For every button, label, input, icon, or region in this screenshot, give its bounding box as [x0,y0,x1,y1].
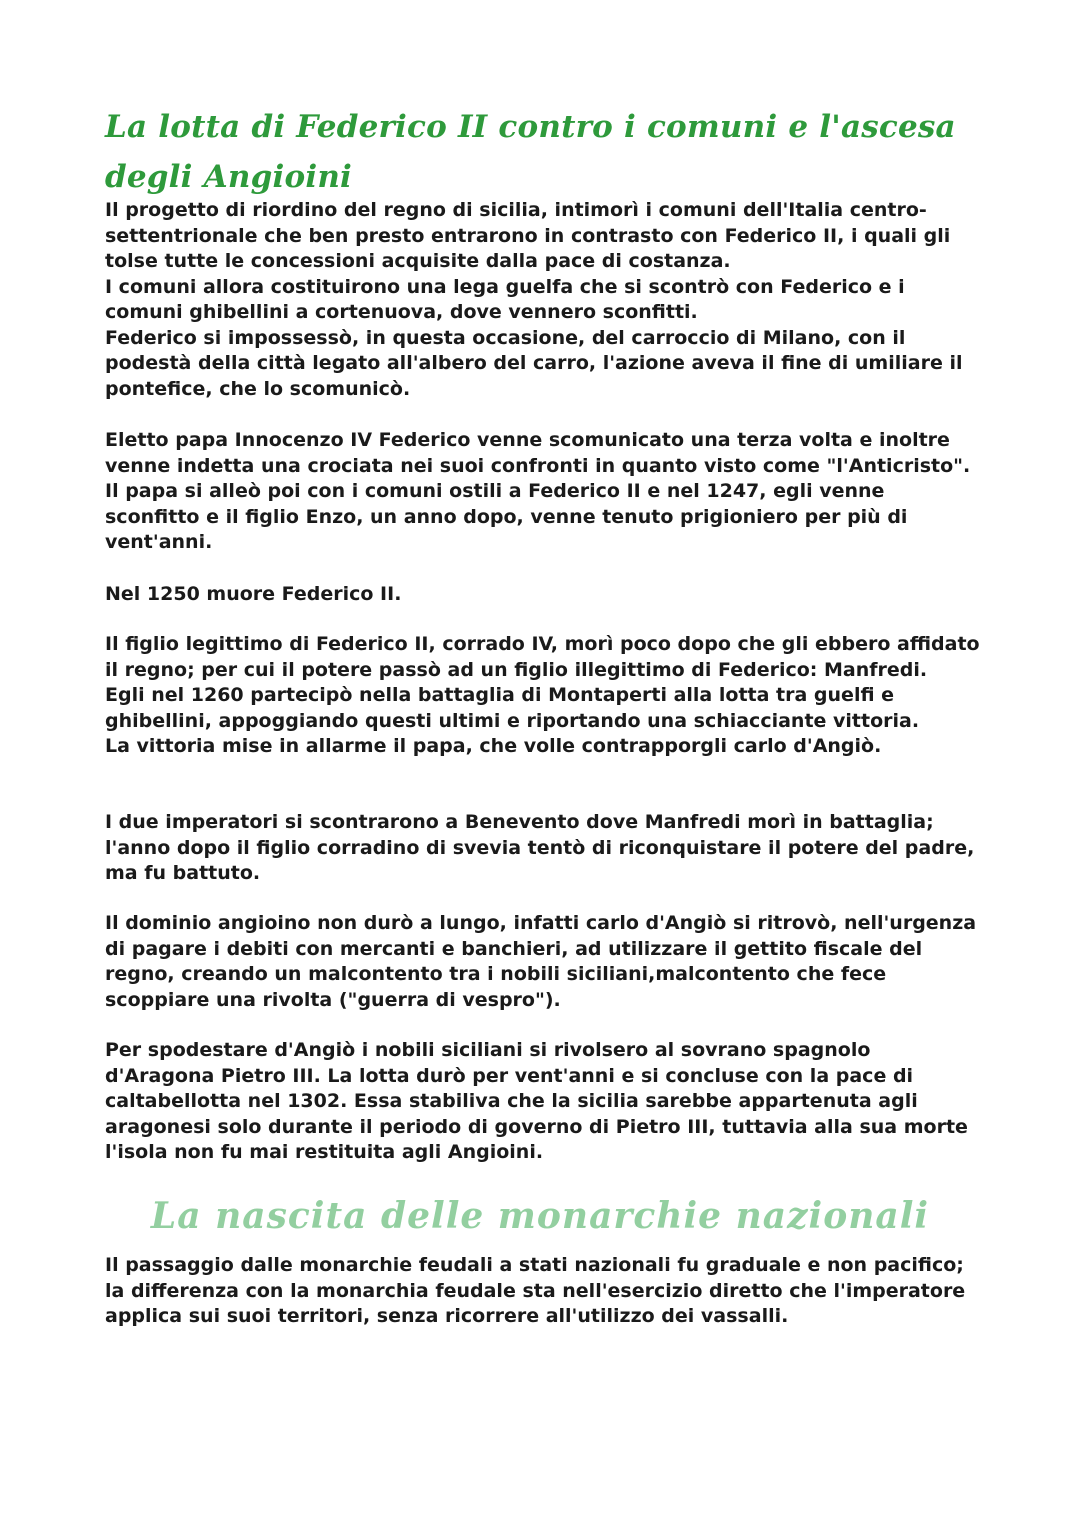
paragraph-block-3 [105,582,985,608]
paragraph-block-6 [105,911,985,1013]
paragraph: Per spodestare d'Angiò i nobili siciliani si rivolsero al sovrano spagnolo d'Aragona Pietro III. La lotta durò per vent'anni e si concluse con la pace di caltabellotta nel 1302. Essa stabiliva che la sicilia sarebbe appartenuta agli aragonesi solo durante il periodo di governo di Pietro III, tuttavia alla sua morte l'isola non fu mai restituita agli Angioini. [105,1039,968,1163]
paragraph-block-1 [105,198,985,402]
paragraph: Il figlio legittimo di Federico II, corrado IV, morì poco dopo che gli ebbero affidato il regno; per cui il potere passò ad un figlio illegittimo di Federico: Manfredi. [105,633,980,681]
paragraph: Il dominio angioino non durò a lungo, infatti carlo d'Angiò si ritrovò, nell'urgenza di pagare i debiti con mercanti e banchieri, ad utilizzare il gettito fiscale del regno, creando un malcontento tra i nobili siciliani,malcontento che fece scoppiare una rivolta ("guerra di vespro"). [105,912,977,1011]
paragraph: La vittoria mise in allarme il papa, che volle contrapporgli carlo d'Angiò. [105,735,882,757]
paragraph-block-5 [105,810,985,887]
paragraph-block-2 [105,428,985,556]
paragraph: Eletto papa Innocenzo IV Federico venne scomunicato una terza volta e inoltre venne indetta una crociata nei suoi confronti in quanto visto come "l'Anticristo". [105,429,971,477]
section-title-monarchie: La nascita delle monarchie nazionali [150,1195,930,1237]
paragraph: I due imperatori si scontrarono a Benevento dove Manfredi morì in battaglia; l'anno dopo il figlio corradino di svevia tentò di riconquistare il potere del padre, ma fu battuto. [105,811,975,884]
paragraph: I comuni allora costituirono una lega guelfa che si scontrò con Federico e i comuni ghibellini a cortenuova, dove vennero sconfitti. [105,275,905,323]
paragraph: Il papa si alleò poi con i comuni ostili a Federico II e nel 1247, egli venne sconfitto e il figlio Enzo, un anno dopo, venne tenuto prigioniero per più di vent'anni. [105,480,908,553]
paragraph-block-final [105,1253,985,1330]
paragraph: Egli nel 1260 partecipò nella battaglia di Montaperti alla lotta tra guelfi e ghibellini, appoggiando questi ultimi e riportando una schiacciante vittoria. [105,684,920,732]
paragraph: Nel 1250 muore Federico II. [105,583,402,605]
paragraph-block-4 [105,632,985,760]
paragraph: Federico si impossessò, in questa occasione, del carroccio di Milano, con il podestà della città legato all'albero del carro, l'azione aveva il fine di umiliare il pontefice, che lo scomunicò. [105,326,963,400]
section-title-federico: La lotta di Federico II contro i comuni e l'ascesa degli Angioini [105,109,956,195]
paragraph: Il progetto di riordino del regno di sicilia, intimorì i comuni dell'Italia centro-settentrionale che ben presto entrarono in contrasto con Federico II, i quali gli tolse tutte le concessioni acquisite dalla pace di costanza. [105,199,951,272]
paragraph-block-7 [105,1038,985,1166]
paragraph: Il passaggio dalle monarchie feudali a stati nazionali fu graduale e non pacifico; la differenza con la monarchia feudale sta nell'esercizio diretto che l'imperatore applica sui suoi territori, senza ricorrere all'utilizzo dei vassalli. [105,1254,966,1327]
